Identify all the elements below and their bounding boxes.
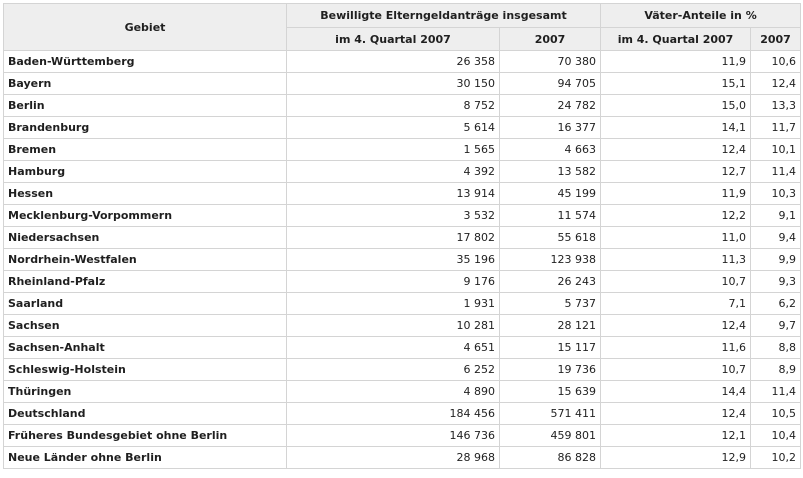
vaeter-year-cell: 9,3 [751,271,801,293]
region-cell: Bayern [4,73,287,95]
antraege-q4-cell: 9 176 [287,271,500,293]
region-cell: Brandenburg [4,117,287,139]
header-gebiet: Gebiet [4,4,287,51]
antraege-year-cell: 86 828 [500,447,601,469]
antraege-q4-cell: 30 150 [287,73,500,95]
vaeter-year-cell: 9,9 [751,249,801,271]
region-cell: Deutschland [4,403,287,425]
table-row [4,315,801,337]
vaeter-q4-cell: 11,3 [601,249,751,271]
antraege-year-cell: 19 736 [500,359,601,381]
table-body [4,51,801,469]
table-row [4,271,801,293]
vaeter-year-cell: 10,5 [751,403,801,425]
vaeter-year-cell: 9,4 [751,227,801,249]
table-row [4,337,801,359]
table-row [4,95,801,117]
vaeter-q4-cell: 12,4 [601,315,751,337]
antraege-q4-cell: 4 890 [287,381,500,403]
vaeter-year-cell: 8,8 [751,337,801,359]
vaeter-year-cell: 9,1 [751,205,801,227]
vaeter-q4-cell: 15,1 [601,73,751,95]
vaeter-q4-cell: 14,1 [601,117,751,139]
antraege-q4-cell: 5 614 [287,117,500,139]
region-cell: Bremen [4,139,287,161]
vaeter-q4-cell: 12,4 [601,139,751,161]
table-row [4,403,801,425]
antraege-q4-cell: 3 532 [287,205,500,227]
antraege-q4-cell: 10 281 [287,315,500,337]
vaeter-q4-cell: 12,2 [601,205,751,227]
vaeter-q4-cell: 14,4 [601,381,751,403]
vaeter-q4-cell: 12,1 [601,425,751,447]
vaeter-q4-cell: 10,7 [601,271,751,293]
antraege-q4-cell: 6 252 [287,359,500,381]
vaeter-q4-cell: 12,7 [601,161,751,183]
region-cell: Niedersachsen [4,227,287,249]
vaeter-q4-cell: 11,6 [601,337,751,359]
antraege-year-cell: 94 705 [500,73,601,95]
antraege-year-cell: 70 380 [500,51,601,73]
antraege-q4-cell: 35 196 [287,249,500,271]
vaeter-year-cell: 10,1 [751,139,801,161]
vaeter-year-cell: 11,7 [751,117,801,139]
antraege-year-cell: 5 737 [500,293,601,315]
antraege-q4-cell: 17 802 [287,227,500,249]
vaeter-year-cell: 11,4 [751,381,801,403]
vaeter-year-cell: 12,4 [751,73,801,95]
vaeter-q4-cell: 11,0 [601,227,751,249]
data-table [3,3,801,469]
vaeter-year-cell: 13,3 [751,95,801,117]
antraege-year-cell: 15 639 [500,381,601,403]
antraege-year-cell: 26 243 [500,271,601,293]
antraege-year-cell: 55 618 [500,227,601,249]
region-cell: Hessen [4,183,287,205]
antraege-year-cell: 24 782 [500,95,601,117]
header-antraege-q4: im 4. Quartal 2007 [287,28,500,51]
region-cell: Neue Länder ohne Berlin [4,447,287,469]
antraege-year-cell: 459 801 [500,425,601,447]
antraege-q4-cell: 26 358 [287,51,500,73]
antraege-year-cell: 11 574 [500,205,601,227]
vaeter-q4-cell: 7,1 [601,293,751,315]
region-cell: Saarland [4,293,287,315]
table-row [4,117,801,139]
table-row [4,227,801,249]
vaeter-year-cell: 10,3 [751,183,801,205]
vaeter-q4-cell: 10,7 [601,359,751,381]
vaeter-q4-cell: 12,4 [601,403,751,425]
antraege-year-cell: 45 199 [500,183,601,205]
region-cell: Schleswig-Holstein [4,359,287,381]
table-row [4,249,801,271]
antraege-year-cell: 571 411 [500,403,601,425]
header-group-vaeter: Väter-Anteile in % [601,4,801,28]
antraege-year-cell: 123 938 [500,249,601,271]
vaeter-q4-cell: 11,9 [601,51,751,73]
table-header [4,4,801,51]
table-row [4,293,801,315]
table-row [4,359,801,381]
table-row [4,161,801,183]
vaeter-year-cell: 8,9 [751,359,801,381]
antraege-year-cell: 15 117 [500,337,601,359]
header-group-antraege: Bewilligte Elterngeldanträge insgesamt [287,4,601,28]
region-cell: Sachsen-Anhalt [4,337,287,359]
antraege-q4-cell: 13 914 [287,183,500,205]
region-cell: Rheinland-Pfalz [4,271,287,293]
header-antraege-year: 2007 [500,28,601,51]
table-row [4,73,801,95]
region-cell: Thüringen [4,381,287,403]
antraege-year-cell: 4 663 [500,139,601,161]
vaeter-year-cell: 10,6 [751,51,801,73]
vaeter-year-cell: 6,2 [751,293,801,315]
vaeter-year-cell: 9,7 [751,315,801,337]
antraege-q4-cell: 4 651 [287,337,500,359]
antraege-q4-cell: 8 752 [287,95,500,117]
table-row [4,447,801,469]
antraege-q4-cell: 28 968 [287,447,500,469]
vaeter-q4-cell: 12,9 [601,447,751,469]
antraege-year-cell: 16 377 [500,117,601,139]
header-vaeter-q4: im 4. Quartal 2007 [601,28,751,51]
vaeter-year-cell: 10,2 [751,447,801,469]
vaeter-q4-cell: 11,9 [601,183,751,205]
antraege-year-cell: 13 582 [500,161,601,183]
header-vaeter-year: 2007 [751,28,801,51]
table-row [4,139,801,161]
table-row [4,183,801,205]
region-cell: Hamburg [4,161,287,183]
region-cell: Berlin [4,95,287,117]
antraege-year-cell: 28 121 [500,315,601,337]
vaeter-year-cell: 10,4 [751,425,801,447]
header-row-groups [4,4,801,28]
vaeter-q4-cell: 15,0 [601,95,751,117]
antraege-q4-cell: 1 565 [287,139,500,161]
antraege-q4-cell: 4 392 [287,161,500,183]
table-row [4,51,801,73]
antraege-q4-cell: 184 456 [287,403,500,425]
table-row [4,381,801,403]
table-row [4,205,801,227]
antraege-q4-cell: 1 931 [287,293,500,315]
region-cell: Nordrhein-Westfalen [4,249,287,271]
region-cell: Früheres Bundesgebiet ohne Berlin [4,425,287,447]
region-cell: Baden-Württemberg [4,51,287,73]
table-row [4,425,801,447]
antraege-q4-cell: 146 736 [287,425,500,447]
region-cell: Mecklenburg-Vorpommern [4,205,287,227]
vaeter-year-cell: 11,4 [751,161,801,183]
region-cell: Sachsen [4,315,287,337]
